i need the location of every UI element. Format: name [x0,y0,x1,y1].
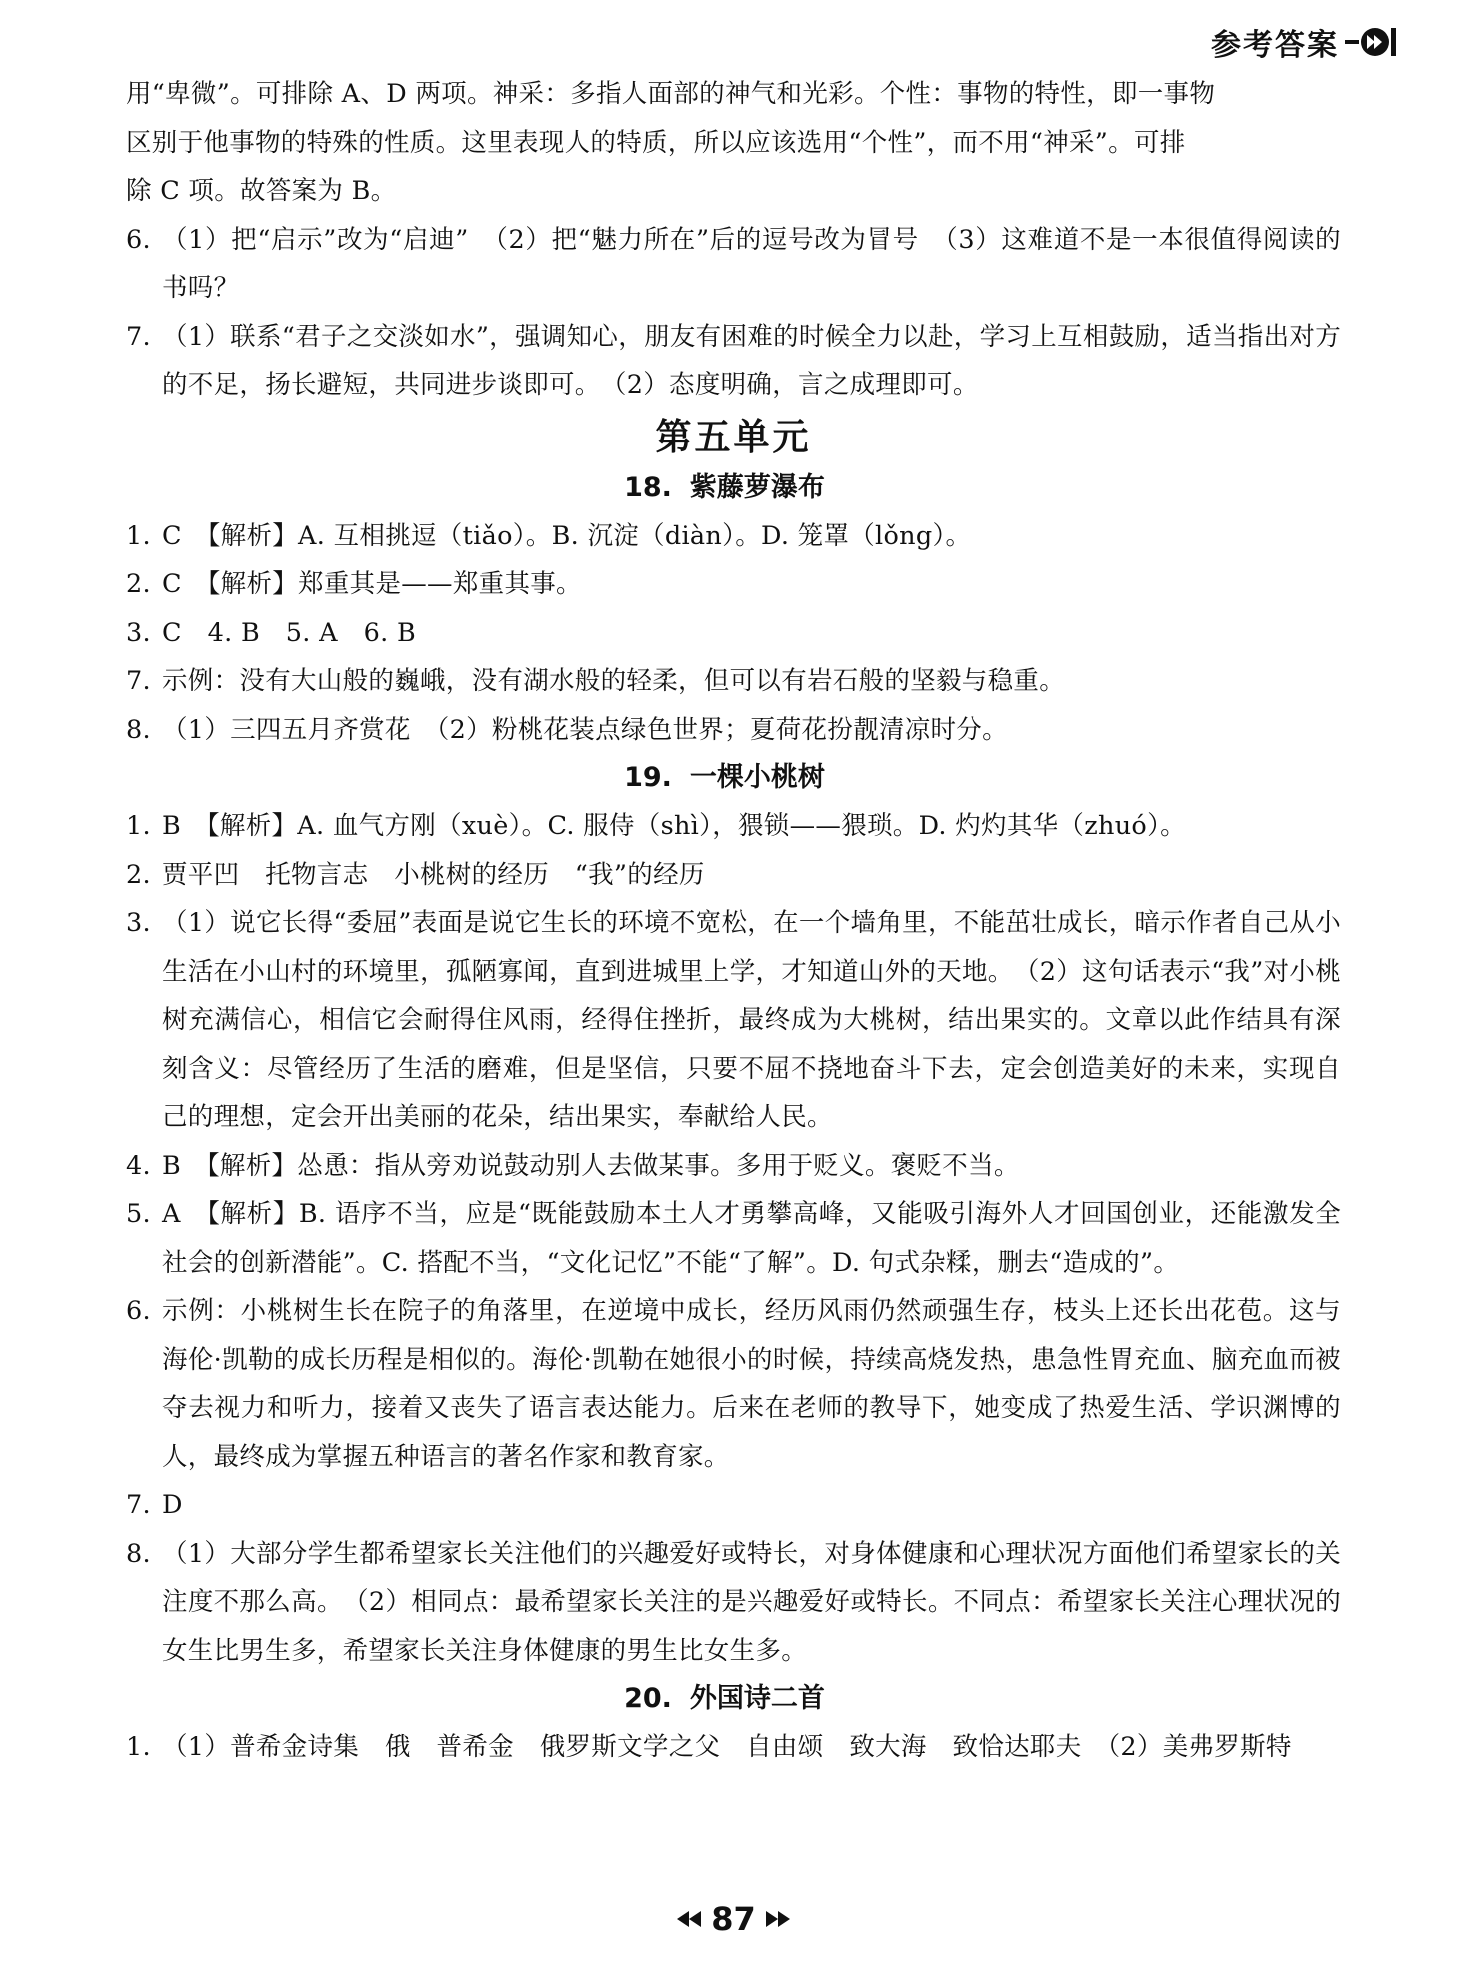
lesson-number: 19. [624,762,672,793]
item-text: 贾平凹 托物言志 小桃树的经历 “我”的经历 [162,859,705,890]
answer-content [126,70,1341,1772]
lesson-title [126,754,1341,802]
continued-line: 用“卑微”。可排除 A、D 两项。神采：多指人面部的神气和光彩。个性：事物的特性，即一事物 [126,79,1216,109]
answer-key-header [1211,20,1399,64]
answer-item [126,1287,1341,1481]
lesson-name: 一棵小桃树 [689,762,825,793]
item-number: 7. [126,666,151,696]
answer-item [126,313,1341,410]
page-prev-icon [675,1909,703,1929]
item-text: C 【解析】A. 互相挑逗（tiǎo）。B. 沉淀（diàn）。D. 笼罩（lǒng）。 [162,520,972,551]
lesson-name: 外国诗二首 [689,1683,825,1714]
item-text: （1）联系“君子之交淡如水”，强调知心，朋友有困难的时候全力以赴，学习上互相鼓励，适当指出对方的不足，扬长避短，共同进步谈即可。 （2）态度明确，言之成理即可。 [162,321,1341,400]
item-number: 3. [126,908,151,938]
item-text: （1）普希金诗集 俄 普希金 俄罗斯文学之父 自由颂 致大海 致恰达耶夫 （2）美弗罗斯特 [162,1732,1292,1762]
item-text: 示例：没有大山般的巍峨，没有湖水般的轻柔，但可以有岩石般的坚毅与稳重。 [162,666,1066,696]
item-number: 3. [126,617,151,648]
item-number: 5. [126,1199,151,1229]
continued-line: 区别于他事物的特殊的性质。这里表现人的特质，所以应该选用“个性”，而不用“神采”。可排 [126,127,1186,158]
answer-item [126,512,1341,561]
answer-item [126,899,1341,1142]
lesson-answers [126,802,1341,1675]
item-text: （1）三四五月齐赏花 （2）粉桃花装点绿色世界；夏荷花扮靓清凉时分。 [162,714,1008,745]
lesson-title [126,1675,1341,1723]
answer-item [126,609,1341,658]
page-number-text: 87 [711,1900,756,1938]
answer-item [126,1190,1341,1287]
answer-item [126,1481,1341,1530]
item-number: 1. [126,520,151,551]
lesson-number: 18. [624,471,672,503]
item-text: D [162,1490,183,1520]
item-number: 7. [126,1490,151,1520]
item-text: （1）把“启示”改为“启迪” （2）把“魅力所在”后的逗号改为冒号 （3）这难道不是一本很值得阅读的书吗？ [162,224,1341,303]
answer-item [126,560,1341,609]
answer-item [126,1142,1341,1191]
header-title: 参考答案 [1211,28,1339,63]
lesson-name: 紫藤萝瀑布 [689,471,825,503]
item-text: （1）大部分学生都希望家长关注他们的兴趣爱好或特长，对身体健康和心理状况方面他们希望家长的关注度不那么高。 （2）相同点：最希望家长关注的是兴趣爱好或特长。不同点：希望家长关注心理状况的女生比男生多，希望家长关注身体健康的男生比女生多。 [162,1538,1341,1666]
unit-title: 第五单元 [655,416,812,458]
answer-item [126,216,1341,313]
item-text: C 4. B 5. A 6. B [162,617,417,648]
page-number [0,1900,1467,1938]
item-text: B 【解析】怂恿：指从旁劝说鼓动别人去做某事。多用于贬义。褒贬不当。 [162,1150,1020,1181]
item-number: 6. [126,1296,151,1326]
item-text: （1）说它长得“委屈”表面是说它生长的环境不宽松，在一个墙角里，不能茁壮成长，暗示作者自己从小生活在小山村的环境里，孤陋寡闻，直到进城里上学，才知道山外的天地。 （2）这句话表示“我”对小桃树充满信心，相信它会耐得住风雨，经得住挫折，最终成为大桃树，结出果实的。文章以此作结具有深刻含义：尽管经历了生活的磨难，但是坚信，只要不屈不挠地奋斗下去，定会创造美好的未来，实现自己的理想，定会开出美丽的花朵，结出果实，奉献给人民。 [162,908,1341,1132]
item-text: A 【解析】B. 语序不当，应是“既能鼓励本土人才勇攀高峰，又能吸引海外人才回国创业，还能激发全社会的创新潜能”。C. 搭配不当，“文化记忆”不能“了解”。D. 句式杂糅，删去“造成的”。 [162,1199,1341,1278]
item-text: 示例：小桃树生长在院子的角落里，在逆境中成长，经历风雨仍然顽强生存，枝头上还长出花苞。这与海伦·凯勒的成长历程是相似的。海伦·凯勒在她很小的时候，持续高烧发热，患急性胃充血、脑充血而被夺去视力和听力，接着又丧失了语言表达能力。后来在老师的教导下，她变成了热爱生活、学识渊博的人，最终成为掌握五种语言的著名作家和教育家。 [162,1296,1341,1472]
item-number: 1. [126,811,151,841]
item-number: 8. [126,1538,151,1569]
item-number: 2. [126,859,151,890]
lesson-title [126,464,1341,512]
lesson-number: 20. [624,1683,672,1714]
answer-item [126,802,1341,851]
answer-item [126,657,1341,706]
item-text: B 【解析】A. 血气方刚（xuè）。C. 服侍（shì），猥锁——猥琐。D. 灼灼其华（zhuó）。 [162,811,1186,841]
item-number: 6. [126,224,151,255]
continued-line: 除 C 项。故答案为 B。 [126,176,397,206]
lesson-answers [126,1723,1341,1772]
item-text: C 【解析】郑重其是——郑重其事。 [162,569,582,599]
item-number: 4. [126,1150,151,1181]
answer-item [126,851,1341,900]
item-number: 7. [126,321,151,352]
page-next-icon [764,1909,792,1929]
item-number: 2. [126,569,151,599]
answer-item [126,1530,1341,1676]
item-number: 8. [126,714,151,745]
answer-item [126,706,1341,755]
lesson-answers [126,512,1341,755]
forward-arrow-icon [1345,25,1399,59]
answer-item [126,1723,1341,1772]
item-number: 1. [126,1732,151,1762]
